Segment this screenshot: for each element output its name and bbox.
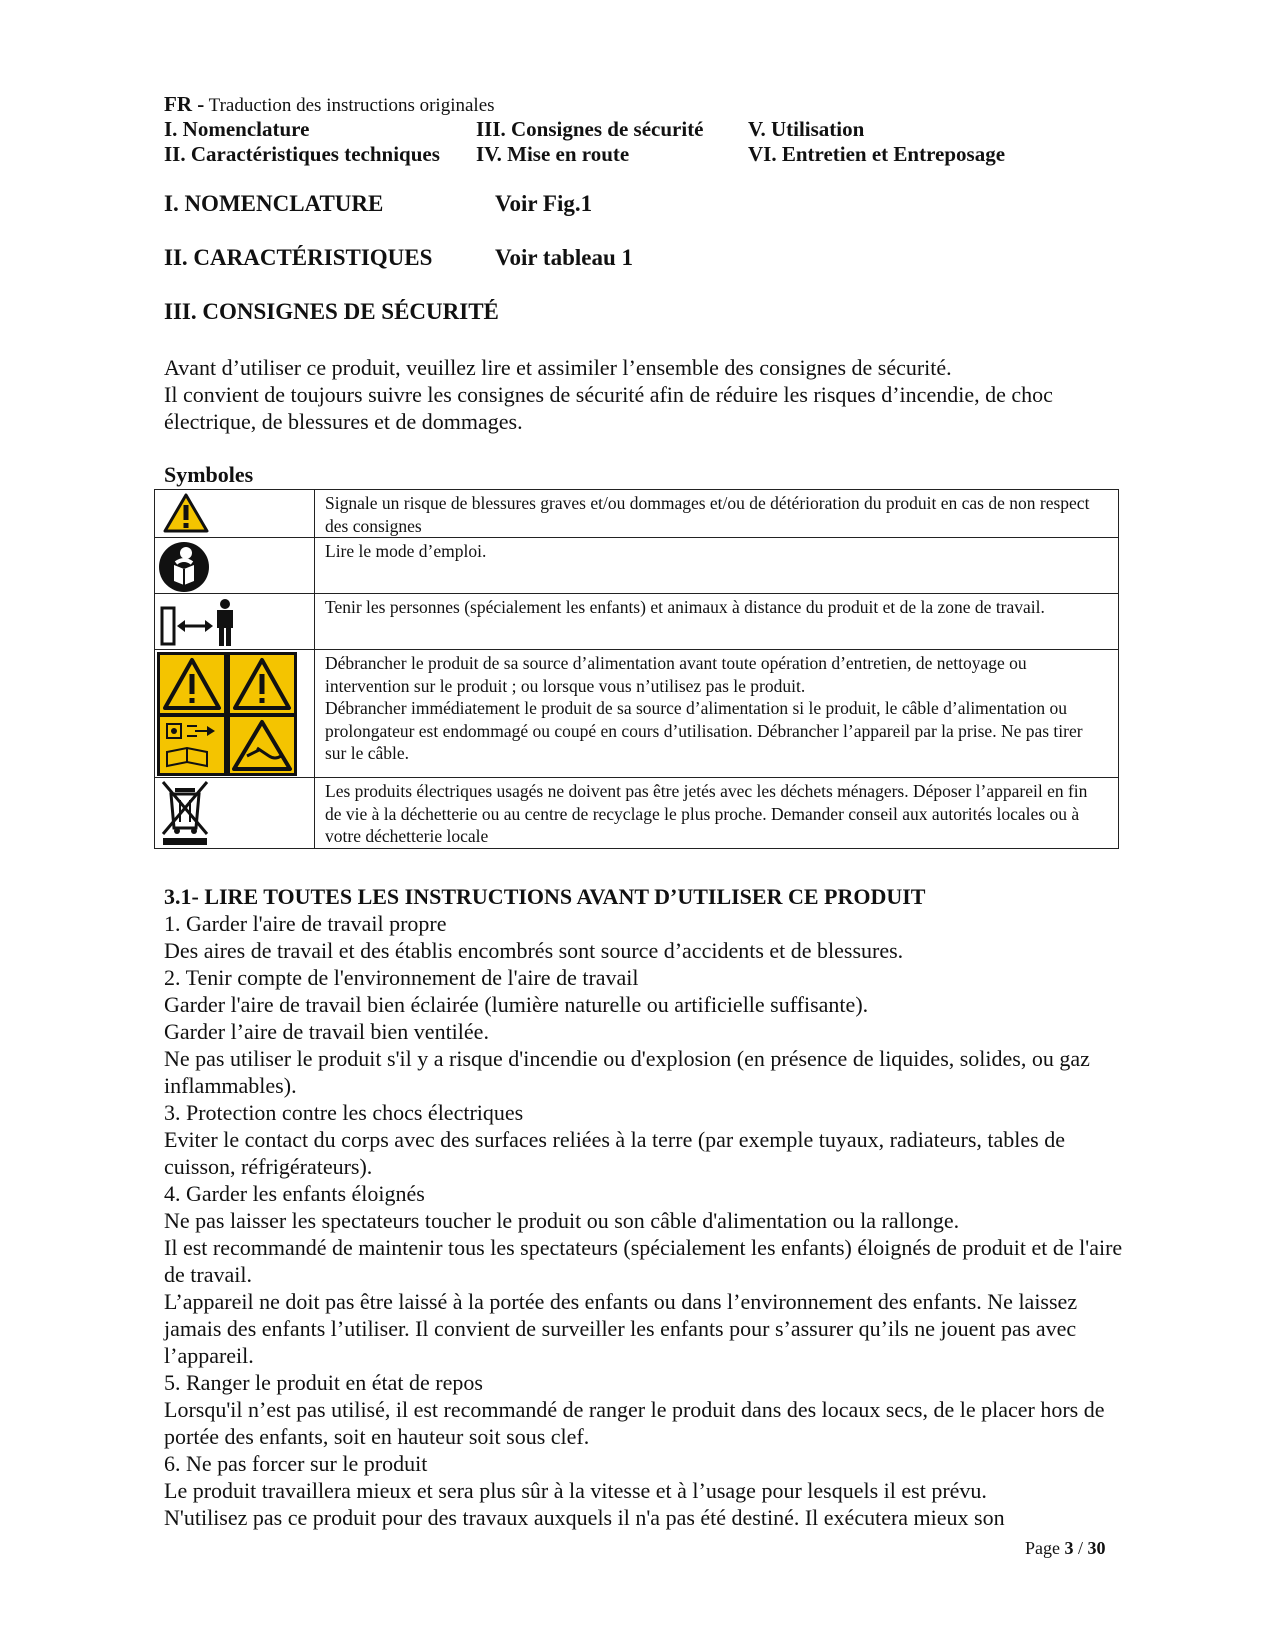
page-total: 30 bbox=[1087, 1538, 1106, 1558]
symbol-cell bbox=[155, 594, 315, 650]
instruction-line: N'utilisez pas ce produit pour des travaux auxquels il n'a pas été destiné. Il exécutera mieux son bbox=[164, 1505, 1005, 1530]
toc-item-1: I. Nomenclature bbox=[164, 117, 310, 141]
symbol-cell bbox=[155, 778, 315, 849]
symbol-description: Lire le mode d’emploi. bbox=[315, 538, 1119, 594]
keep-distance-icon bbox=[159, 598, 239, 648]
instruction-line: Eviter le contact du corps avec des surfaces reliées à la terre (par exemple tuyaux, radiateurs, tables de cuisson, réfrigérateurs). bbox=[164, 1127, 1065, 1179]
instruction-line: 1. Garder l'aire de travail propre bbox=[164, 911, 447, 936]
table-row bbox=[155, 594, 1119, 650]
read-manual-icon bbox=[158, 541, 210, 593]
symbol-cell bbox=[155, 490, 315, 538]
instruction-line: Il est recommandé de maintenir tous les spectateurs (spécialement les enfants) éloignés de produit et de l'aire de travail. bbox=[164, 1235, 1123, 1287]
page-label: Page bbox=[1025, 1538, 1060, 1558]
instruction-line: Garder l’aire de travail bien ventilée. bbox=[164, 1019, 489, 1044]
instruction-line: Garder l'aire de travail bien éclairée (lumière naturelle ou artificielle suffisante). bbox=[164, 992, 869, 1017]
unplug-warning-icon bbox=[157, 652, 297, 776]
section-2-title: II. CARACTÉRISTIQUES bbox=[164, 245, 433, 270]
instruction-line: L’appareil ne doit pas être laissé à la portée des enfants ou dans l’environnement des enfants. Ne laissez jamais des enfants l’utiliser. Il convient de surveiller les enfants pour s’assurer qu’ils ne jouent pas avec l’appareil. bbox=[164, 1289, 1078, 1368]
symbols-table bbox=[154, 489, 1119, 849]
warning-triangle-icon bbox=[163, 493, 209, 533]
toc-item-6: VI. Entretien et Entreposage bbox=[748, 142, 1006, 166]
section-3-title: III. CONSIGNES DE SÉCURITÉ bbox=[164, 299, 499, 324]
safety-intro bbox=[164, 354, 1124, 435]
toc-item-2: II. Caractéristiques techniques bbox=[164, 142, 440, 166]
instruction-line: Ne pas utiliser le produit s'il y a risque d'incendie ou d'explosion (en présence de liquides, solides, ou gaz inflammables). bbox=[164, 1046, 1090, 1098]
table-row bbox=[155, 538, 1119, 594]
table-row bbox=[155, 778, 1119, 849]
symbol-description bbox=[315, 650, 1119, 778]
instruction-line: Lorsqu'il n’est pas utilisé, il est recommandé de ranger le produit dans des locaux secs, de le placer hors de portée des enfants, soit en hauteur soit sous clef. bbox=[164, 1397, 1105, 1449]
symbol-description: Tenir les personnes (spécialement les enfants) et animaux à distance du produit et de la zone de travail. bbox=[315, 594, 1119, 650]
unplug-text-1: Débrancher le produit de sa source d’alimentation avant toute opération d’entretien, de nettoyage ou intervention sur le produit ; ou lorsque vous n’utilisez pas le produit. bbox=[325, 653, 1027, 696]
toc-item-5: V. Utilisation bbox=[748, 117, 865, 141]
instruction-line: Ne pas laisser les spectateurs toucher le produit ou son câble d'alimentation ou la rallonge. bbox=[164, 1208, 960, 1233]
table-row bbox=[155, 490, 1119, 538]
section-2-reference: Voir tableau 1 bbox=[495, 245, 634, 270]
instruction-line: 2. Tenir compte de l'environnement de l'aire de travail bbox=[164, 965, 639, 990]
symbol-cell bbox=[155, 538, 315, 594]
header-subtitle: Traduction des instructions originales bbox=[208, 95, 495, 116]
document-header bbox=[164, 92, 495, 117]
page-current: 3 bbox=[1064, 1538, 1074, 1558]
page-separator: / bbox=[1078, 1538, 1084, 1558]
intro-paragraph-1: Avant d’utiliser ce produit, veuillez lire et assimiler l’ensemble des consignes de sécurité. bbox=[164, 355, 952, 380]
unplug-text-2: Débrancher immédiatement le produit de sa source d’alimentation si le produit, le câble d’alimentation ou prolongateur est endommagé ou coupé en cours d’utilisation. Débrancher l’appareil par la prise. Ne pas tirer sur le câble. bbox=[325, 698, 1083, 763]
section-3-1-title: 3.1- LIRE TOUTES LES INSTRUCTIONS AVANT D’UTILISER CE PRODUIT bbox=[164, 884, 926, 909]
instruction-line: 6. Ne pas forcer sur le produit bbox=[164, 1451, 428, 1476]
symbol-cell bbox=[155, 650, 315, 778]
weee-bin-icon bbox=[161, 780, 211, 846]
instruction-line: 4. Garder les enfants éloignés bbox=[164, 1181, 425, 1206]
section-1-reference: Voir Fig.1 bbox=[495, 191, 593, 216]
page-number bbox=[1025, 1538, 1106, 1559]
symbol-description: Les produits électriques usagés ne doivent pas être jetés avec les déchets ménagers. Déposer l’appareil en fin de vie à la déchetterie ou au centre de recyclage le plus proche. Demander conseil aux autorités locales ou à votre déchetterie locale bbox=[315, 778, 1119, 849]
language-code: FR - bbox=[164, 92, 205, 116]
toc-item-3: III. Consignes de sécurité bbox=[476, 117, 704, 141]
instruction-line: Le produit travaillera mieux et sera plus sûr à la vitesse et à l’usage pour lesquels il est prévu. bbox=[164, 1478, 987, 1503]
instruction-line: Des aires de travail et des établis encombrés sont source d’accidents et de blessures. bbox=[164, 938, 904, 963]
instruction-line: 3. Protection contre les chocs électriques bbox=[164, 1100, 524, 1125]
intro-paragraph-2: Il convient de toujours suivre les consignes de sécurité afin de réduire les risques d’incendie, de choc électrique, de blessures et de dommages. bbox=[164, 382, 1053, 434]
symbol-description: Signale un risque de blessures graves et/ou dommages et/ou de détérioration du produit en cas de non respect des consignes bbox=[315, 490, 1119, 538]
symbols-heading: Symboles bbox=[164, 462, 254, 487]
toc-item-4: IV. Mise en route bbox=[476, 142, 630, 166]
section-1-title: I. NOMENCLATURE bbox=[164, 191, 384, 216]
section-3-1 bbox=[164, 883, 1124, 1531]
table-row bbox=[155, 650, 1119, 778]
instruction-line: 5. Ranger le produit en état de repos bbox=[164, 1370, 483, 1395]
